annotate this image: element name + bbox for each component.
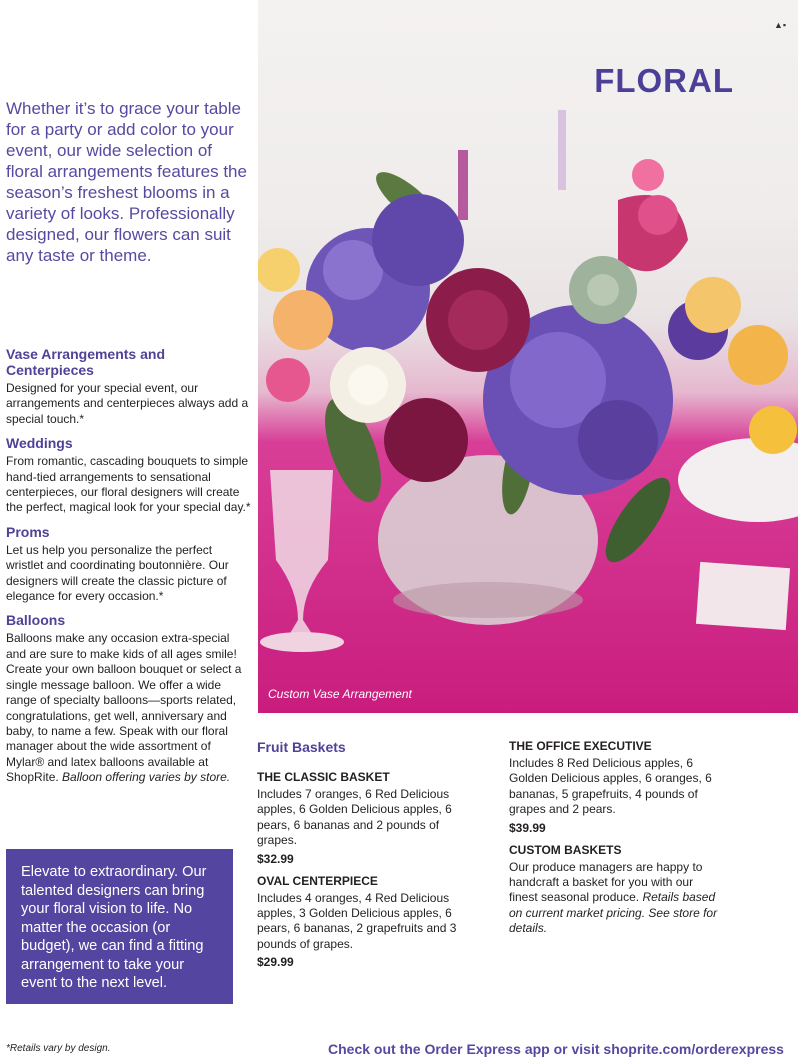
basket-office-executive (509, 739, 724, 835)
balloon-note: Balloon offering varies by store. (62, 770, 231, 785)
callout-box (6, 849, 233, 1004)
section-heading: Weddings (6, 435, 73, 452)
corner-mark: ▲▪ (774, 20, 787, 30)
basket-desc: Includes 4 oranges, 4 Red Delicious apples, 3 Golden Delicious apples, 6 pears, 6 bananas, 2 grapefruits and 3 pounds of grapes. (257, 890, 457, 951)
basket-classic (257, 770, 467, 866)
basket-desc: Includes 8 Red Delicious apples, 6 Golden Delicious apples, 6 oranges, 6 bananas, 5 grapefruits, 4 pounds of grapes and 2 pears. (509, 756, 712, 817)
section-proms (6, 524, 252, 605)
basket-name: THE OFFICE EXECUTIVE (509, 739, 652, 753)
basket-price: $39.99 (509, 820, 546, 835)
floral-arrangement-photo (258, 0, 798, 713)
fruit-baskets-heading: Fruit Baskets (257, 739, 346, 755)
section-heading: Balloons (6, 612, 66, 629)
section-heading: Vase Arrangements and Centerpieces (6, 346, 165, 378)
section-heading: Proms (6, 523, 50, 540)
page-title: FLORAL (594, 62, 734, 99)
basket-name: THE CLASSIC BASKET (257, 770, 390, 784)
section-body: Balloons make any occasion extra-special and are sure to make kids of all ages smile! Create your own balloon bouquet or select a single message balloon. We offer a wide range of specialty balloons—sports related, congratulations, get well, anniversary and baby, to name a few. Speak with our floral manager about the wide assortment of Mylar® and latex balloons available at ShopRite. Balloon offering varies by store. (6, 631, 242, 785)
basket-oval-centerpiece (257, 874, 467, 970)
section-balloons (6, 612, 252, 785)
basket-custom (509, 843, 724, 937)
callout-text: Elevate to extraordinary. Our talented designers can bring your floral vision to life. No matter the occasion (or budget), we can find a fitting arrangement to take your event to the next level. (21, 864, 207, 991)
basket-price: $29.99 (257, 955, 294, 970)
basket-name: CUSTOM BASKETS (509, 842, 622, 857)
basket-desc: Includes 7 oranges, 6 Red Delicious apples, 6 Golden Delicious apples, 6 pears, 6 bananas and 2 pounds of grapes. (257, 787, 452, 848)
basket-desc: Our produce managers are happy to handcraft a basket for you with our finest seasonal produce. Retails based on current market pricing. See store for details. (509, 859, 718, 936)
section-weddings (6, 435, 252, 516)
section-body: Designed for your special event, our arrangements and centerpieces always add a special touch.* (6, 381, 249, 426)
basket-price: $32.99 (257, 851, 294, 866)
basket-note: Retails based on current market pricing. See store for details. (509, 890, 718, 936)
footnote: *Retails vary by design. (6, 1043, 111, 1054)
section-body: Let us help you personalize the perfect wristlet and coordinating boutonnière. Our designers will create the classic picture of elegance for every occasion.* (6, 542, 229, 604)
section-body: From romantic, cascading bouquets to simple hand-tied arrangements to sensational centerpieces, our floral designers will create the perfect, magical look for your special day.* (6, 454, 251, 515)
flower-vase-illustration (258, 0, 798, 713)
intro-text: Whether it’s to grace your table for a party or add color to your event, our wide selection of floral arrangements features the season’s freshest blooms in a variety of looks. Professionally designed, our flowers can suit any taste or theme. (6, 99, 247, 265)
basket-name: OVAL CENTERPIECE (257, 873, 378, 888)
section-vase-arrangements (6, 346, 252, 427)
order-express-link[interactable]: Check out the Order Express app or visit shoprite.com/orderexpress (328, 1041, 784, 1057)
fruit-column-right (509, 739, 724, 945)
fruit-column-left (257, 770, 467, 977)
services-list (6, 346, 252, 794)
photo-caption: Custom Vase Arrangement (268, 687, 412, 701)
